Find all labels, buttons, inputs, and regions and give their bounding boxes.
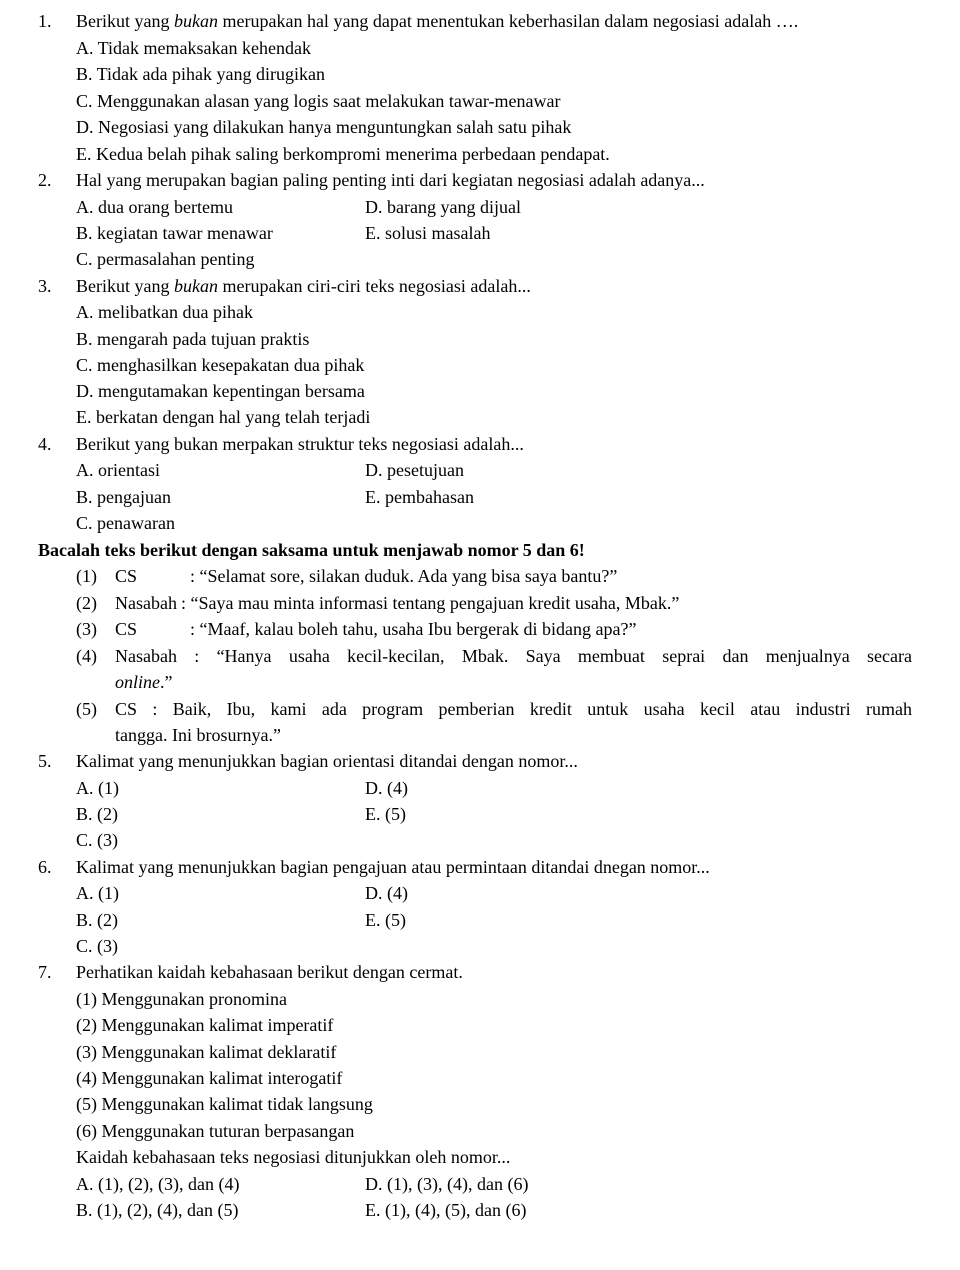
option-e: E. (1), (4), (5), dan (6): [365, 1200, 527, 1220]
option-d: D. barang yang dijual: [365, 197, 521, 217]
option-e: E. (5): [365, 910, 406, 930]
question-text: Kalimat yang menunjukkan bagian pengajuan atau permintaan ditandai dnegan nomor...: [76, 857, 710, 877]
dialog-line-1: [0, 563, 960, 589]
option-a: A. orientasi: [76, 460, 160, 480]
question-2: [0, 167, 960, 193]
question-text-italic: bukan: [173, 276, 218, 296]
option-e: E. berkatan dengan hal yang telah terjadi: [76, 407, 371, 427]
dialog-line-4-cont: [115, 669, 173, 695]
dialog-text: Nasabah : “Hanya usaha kecil-kecilan, Mbak. Saya membuat seprai dan menjualnya secara: [115, 646, 912, 666]
rule-item: (4) Menggunakan kalimat interogatif: [76, 1068, 343, 1088]
option-d: D. Negosiasi yang dilakukan hanya menguntungkan salah satu pihak: [76, 117, 572, 137]
dialog-line-2: [0, 590, 960, 616]
question-text: Perhatikan kaidah kebahasaan berikut dengan cermat.: [76, 962, 463, 982]
question-text-part: Berikut yang: [76, 11, 174, 31]
rule-item: (2) Menggunakan kalimat imperatif: [76, 1015, 334, 1035]
option-c: C. (3): [76, 830, 118, 850]
dialog-number: (4): [76, 646, 97, 666]
question-text: Berikut yang bukan merpakan struktur teks negosiasi adalah...: [76, 434, 524, 454]
option-b: B. (2): [76, 804, 118, 824]
question-1: [0, 8, 960, 34]
dialog-speaker: Nasabah: [115, 593, 177, 613]
dialog-line-4: [0, 643, 960, 669]
question-number: 5.: [38, 751, 52, 771]
dialog-number: (3): [76, 619, 97, 639]
option-a: A. Tidak memaksakan kehendak: [76, 38, 311, 58]
option-d: D. (4): [365, 778, 408, 798]
question-number: 7.: [38, 962, 52, 982]
option-e: E. solusi masalah: [365, 223, 491, 243]
dialog-text: : “Selamat sore, silakan duduk. Ada yang bisa saya bantu?”: [190, 566, 618, 586]
option-b: B. mengarah pada tujuan praktis: [76, 329, 310, 349]
option-e: E. Kedua belah pihak saling berkompromi menerima perbedaan pendapat.: [76, 144, 610, 164]
option-c: C. (3): [76, 936, 118, 956]
option-a: A. dua orang bertemu: [76, 197, 233, 217]
question-5: [0, 748, 960, 774]
option-c: C. permasalahan penting: [76, 249, 255, 269]
dialog-number: (5): [76, 699, 97, 719]
option-a: A. (1): [76, 778, 119, 798]
question-7: [0, 959, 960, 985]
question-3: [0, 273, 960, 299]
passage-instruction: Bacalah teks berikut dengan saksama untuk menjawab nomor 5 dan 6!: [38, 540, 585, 560]
question-prompt: Kaidah kebahasaan teks negosiasi ditunjukkan oleh nomor...: [76, 1147, 511, 1167]
option-d: D. pesetujuan: [365, 460, 464, 480]
question-text-part: merupakan ciri-ciri teks negosiasi adalah...: [217, 276, 531, 296]
question-text-italic: bukan: [173, 11, 218, 31]
question-text-part: Berikut yang: [76, 276, 174, 296]
question-number: 4.: [38, 434, 52, 454]
question-number: 6.: [38, 857, 52, 877]
dialog-line-3: [0, 616, 960, 642]
option-e: E. (5): [365, 804, 406, 824]
question-number: 3.: [38, 276, 52, 296]
dialog-text: : “Saya mau minta informasi tentang pengajuan kredit usaha, Mbak.”: [181, 593, 680, 613]
question-text-part: merupakan hal yang dapat menentukan keberhasilan dalam negosiasi adalah ….: [217, 11, 799, 31]
question-text: [76, 8, 798, 34]
option-b: B. pengajuan: [76, 487, 171, 507]
option-c: C. penawaran: [76, 513, 175, 533]
rule-item: (1) Menggunakan pronomina: [76, 989, 287, 1009]
option-d: D. (1), (3), (4), dan (6): [365, 1174, 529, 1194]
question-text: [76, 273, 531, 299]
question-number: 1.: [38, 11, 52, 31]
question-6: [0, 854, 960, 880]
dialog-line-5-cont: tangga. Ini brosurnya.”: [115, 725, 281, 745]
option-d: D. mengutamakan kepentingan bersama: [76, 381, 365, 401]
option-a: A. (1), (2), (3), dan (4): [76, 1174, 240, 1194]
option-a: A. (1): [76, 883, 119, 903]
option-c: C. Menggunakan alasan yang logis saat melakukan tawar-menawar: [76, 91, 561, 111]
option-a: A. melibatkan dua pihak: [76, 302, 253, 322]
dialog-speaker: CS: [115, 619, 138, 639]
option-b: B. (1), (2), (4), dan (5): [76, 1200, 239, 1220]
option-d: D. (4): [365, 883, 408, 903]
dialog-text: : “Maaf, kalau boleh tahu, usaha Ibu bergerak di bidang apa?”: [190, 619, 637, 639]
rule-item: (5) Menggunakan kalimat tidak langsung: [76, 1094, 373, 1114]
option-e: E. pembahasan: [365, 487, 474, 507]
dialog-speaker: CS: [115, 566, 138, 586]
rule-item: (3) Menggunakan kalimat deklaratif: [76, 1042, 337, 1062]
question-text: Hal yang merupakan bagian paling penting inti dari kegiatan negosiasi adalah adanya...: [76, 170, 705, 190]
dialog-text: .”: [160, 672, 173, 692]
rule-item: (6) Menggunakan tuturan berpasangan: [76, 1121, 355, 1141]
question-number: 2.: [38, 170, 52, 190]
dialog-text: CS : Baik, Ibu, kami ada program pemberian kredit untuk usaha kecil atau industri rumah: [115, 699, 912, 719]
dialog-text-italic: online: [115, 672, 160, 692]
option-c: C. menghasilkan kesepakatan dua pihak: [76, 355, 365, 375]
option-b: B. Tidak ada pihak yang dirugikan: [76, 64, 325, 84]
question-text: Kalimat yang menunjukkan bagian orientasi ditandai dengan nomor...: [76, 751, 578, 771]
dialog-line-5: [0, 696, 960, 722]
dialog-number: (2): [76, 593, 97, 613]
option-b: B. kegiatan tawar menawar: [76, 223, 273, 243]
option-b: B. (2): [76, 910, 118, 930]
question-4: [0, 431, 960, 457]
dialog-number: (1): [76, 566, 97, 586]
